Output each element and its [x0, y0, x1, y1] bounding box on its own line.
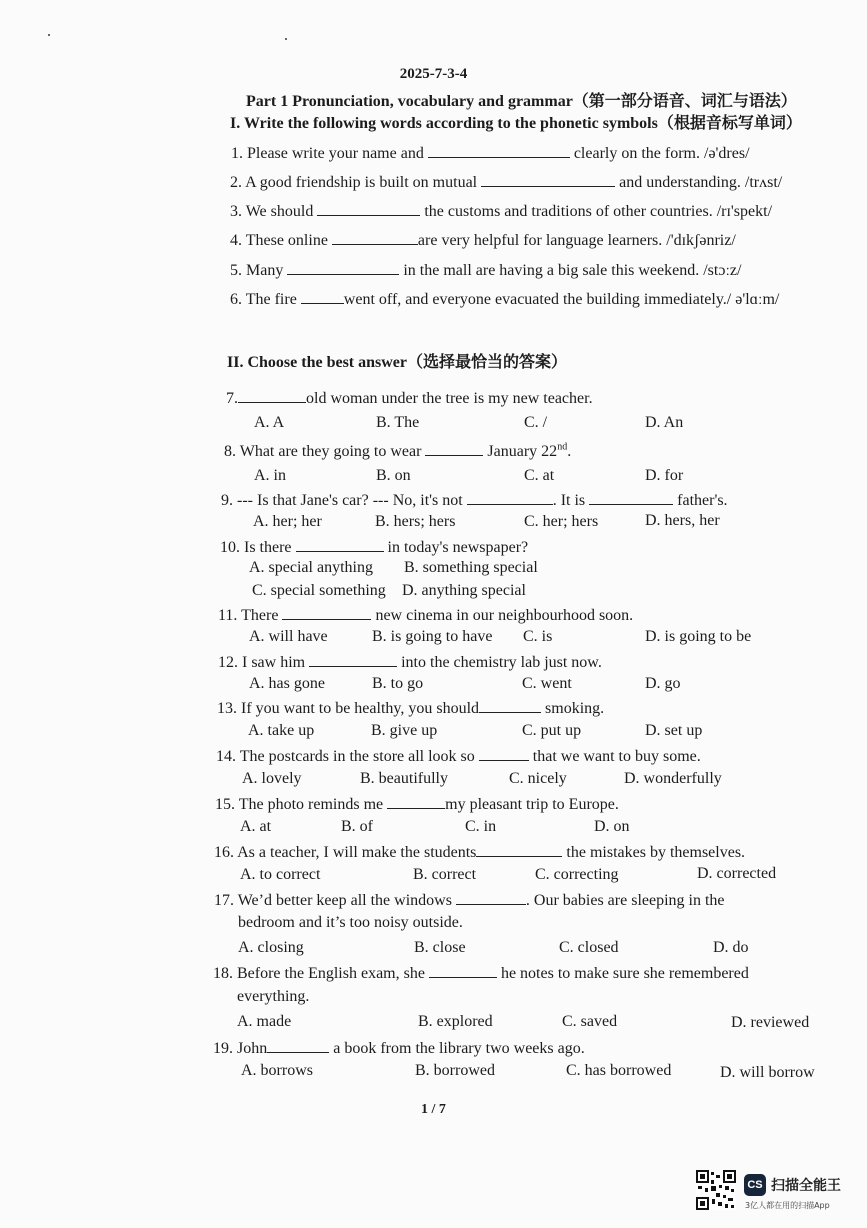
option-a[interactable]: A. to correct: [240, 866, 321, 883]
question-3: 3. We should the customs and traditions of other countries. /rɪ'spekt/: [230, 203, 773, 220]
qr-code-icon: [696, 1170, 736, 1210]
option-b[interactable]: B. is going to have: [372, 628, 493, 645]
question-4: 4. These online are very helpful for language learners. /'dɪkʃənriz/: [230, 232, 736, 249]
option-b[interactable]: B. close: [414, 939, 466, 956]
option-d[interactable]: D. set up: [645, 722, 703, 739]
option-a[interactable]: A. take up: [248, 722, 315, 739]
option-a[interactable]: A. has gone: [249, 675, 325, 692]
page-number: 1 / 7: [421, 1102, 446, 1117]
answer-blank[interactable]: [309, 652, 397, 667]
option-b[interactable]: B. beautifully: [360, 770, 448, 787]
answer-blank[interactable]: [479, 698, 541, 713]
answer-blank[interactable]: [467, 490, 553, 505]
answer-blank[interactable]: [476, 842, 562, 857]
scan-speck: [48, 34, 50, 36]
answer-blank[interactable]: [317, 201, 420, 216]
answer-blank[interactable]: [456, 890, 526, 905]
option-d[interactable]: D. will borrow: [720, 1064, 815, 1081]
question-7: 7. old woman under the tree is my new teacher.: [226, 390, 593, 407]
scanner-app-name: 扫描全能王: [771, 1178, 841, 1194]
option-d[interactable]: D. go: [645, 675, 681, 692]
answer-blank[interactable]: [589, 490, 673, 505]
section-1-title: I. Write the following words according to the phonetic symbols（根据音标写单词）: [230, 115, 802, 132]
question-17: 17. We’d better keep all the windows . Our babies are sleeping in the: [214, 892, 725, 909]
option-b[interactable]: B. hers; hers: [375, 513, 456, 530]
question-15: 15. The photo reminds me my pleasant trip to Europe.: [215, 796, 619, 813]
option-a[interactable]: A. at: [240, 818, 272, 835]
question-14: 14. The postcards in the store all look so that we want to buy some.: [216, 748, 701, 765]
option-b[interactable]: B. explored: [418, 1013, 493, 1030]
answer-blank[interactable]: [425, 441, 483, 456]
option-d[interactable]: D. reviewed: [731, 1014, 810, 1031]
part-title: Part 1 Pronunciation, vocabulary and grammar（第一部分语音、词汇与语法）: [246, 93, 797, 110]
section-2-title: II. Choose the best answer（选择最恰当的答案）: [227, 354, 568, 371]
option-b[interactable]: B. borrowed: [415, 1062, 495, 1079]
option-d[interactable]: D. An: [645, 414, 684, 431]
question-12: 12. I saw him into the chemistry lab just now.: [218, 654, 602, 671]
question-5: 5. Many in the mall are having a big sale this weekend. /stɔːz/: [230, 262, 742, 279]
option-a[interactable]: A. her; her: [253, 513, 322, 530]
question-9: 9. --- Is that Jane's car? --- No, it's not . It is father's.: [221, 492, 728, 509]
option-b[interactable]: B. something special: [404, 559, 538, 576]
exam-date: 2025-7-3-4: [399, 66, 468, 82]
option-d[interactable]: D. on: [594, 818, 630, 835]
option-d[interactable]: D. do: [713, 939, 749, 956]
option-c[interactable]: C. in: [465, 818, 497, 835]
option-d[interactable]: D. for: [645, 467, 684, 484]
option-d[interactable]: D. hers, her: [645, 512, 720, 529]
answer-blank[interactable]: [428, 143, 570, 158]
option-c[interactable]: C. put up: [522, 722, 582, 739]
option-c[interactable]: C. at: [524, 467, 555, 484]
question-10: 10. Is there in today's newspaper?: [220, 539, 529, 556]
question-17-line2: bedroom and it’s too noisy outside.: [238, 914, 463, 931]
option-b[interactable]: B. give up: [371, 722, 438, 739]
scanner-app-tagline: 3亿人都在用的扫描App: [745, 1201, 830, 1210]
question-16: 16. As a teacher, I will make the students the mistakes by themselves.: [214, 844, 746, 861]
question-8: 8. What are they going to wear January 22nd.: [224, 441, 572, 460]
question-13: 13. If you want to be healthy, you should smoking.: [217, 700, 605, 717]
answer-blank[interactable]: [287, 260, 399, 275]
option-a[interactable]: A. A: [254, 414, 285, 431]
answer-blank[interactable]: [429, 963, 497, 978]
option-c[interactable]: C. her; hers: [524, 513, 599, 530]
option-c[interactable]: C. closed: [559, 939, 619, 956]
answer-blank[interactable]: [332, 230, 418, 245]
option-c[interactable]: C. saved: [562, 1013, 618, 1030]
option-b[interactable]: B. correct: [413, 866, 477, 883]
option-a[interactable]: A. closing: [238, 939, 304, 956]
option-d[interactable]: D. anything special: [402, 582, 526, 599]
option-c[interactable]: C. correcting: [535, 866, 619, 883]
option-a[interactable]: A. made: [237, 1013, 292, 1030]
option-a[interactable]: A. borrows: [241, 1062, 313, 1079]
option-b[interactable]: B. to go: [372, 675, 424, 692]
option-b[interactable]: B. The: [376, 414, 420, 431]
option-a[interactable]: A. will have: [249, 628, 328, 645]
option-d[interactable]: D. corrected: [697, 865, 777, 882]
question-18-line2: everything.: [237, 988, 310, 1005]
option-c[interactable]: C. has borrowed: [566, 1062, 672, 1079]
option-c[interactable]: C. /: [524, 414, 548, 431]
answer-blank[interactable]: [479, 746, 529, 761]
answer-blank[interactable]: [238, 388, 306, 403]
option-a[interactable]: A. lovely: [242, 770, 302, 787]
question-18: 18. Before the English exam, she he notes to make sure she remembered: [213, 965, 749, 982]
question-19: 19. John a book from the library two weeks ago.: [213, 1040, 585, 1057]
answer-blank[interactable]: [387, 794, 445, 809]
scan-speck: [285, 38, 287, 40]
option-c[interactable]: C. nicely: [509, 770, 567, 787]
option-c[interactable]: C. is: [523, 628, 553, 645]
option-c[interactable]: C. special something: [252, 582, 386, 599]
option-a[interactable]: A. special anything: [249, 559, 373, 576]
answer-blank[interactable]: [296, 537, 384, 552]
answer-blank[interactable]: [481, 172, 615, 187]
camscanner-logo-icon: CS: [744, 1174, 766, 1196]
question-1: 1. Please write your name and clearly on the form. /ə'dres/: [231, 145, 750, 162]
question-11: 11. There new cinema in our neighbourhood soon.: [218, 607, 634, 624]
answer-blank[interactable]: [267, 1038, 329, 1053]
option-c[interactable]: C. went: [522, 675, 572, 692]
option-b[interactable]: B. of: [341, 818, 373, 835]
option-a[interactable]: A. in: [254, 467, 286, 484]
answer-blank[interactable]: [301, 289, 344, 304]
answer-blank[interactable]: [282, 605, 371, 620]
option-b[interactable]: B. on: [376, 467, 411, 484]
question-2: 2. A good friendship is built on mutual and understanding. /trʌst/: [230, 174, 783, 191]
option-d[interactable]: D. is going to be: [645, 628, 752, 645]
option-d[interactable]: D. wonderfully: [624, 770, 722, 787]
question-6: 6. The fire went off, and everyone evacuated the building immediately./ ə'lɑːm/: [230, 291, 780, 308]
